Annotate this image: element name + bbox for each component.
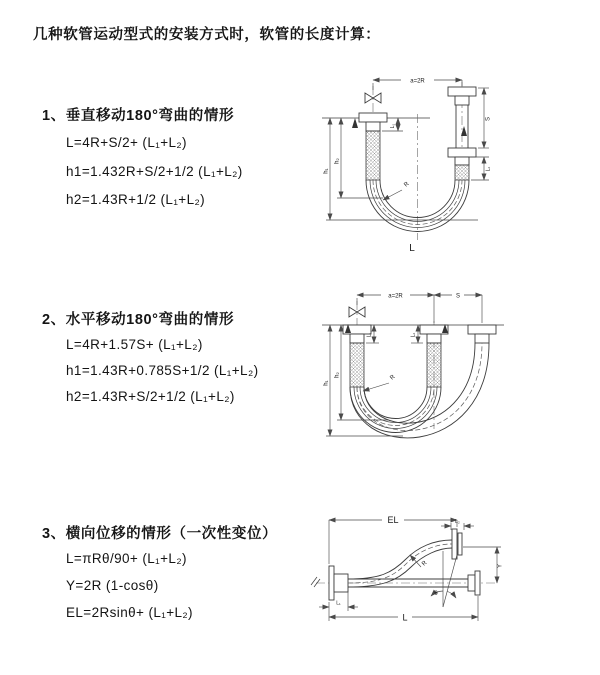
section-3-formula-L: L=πRθ/90+ (L₁+L₂) [66,551,187,566]
left-flange-fitting [359,113,387,131]
dimension-s [478,88,492,148]
diagram-horizontal-180-bend [308,281,598,476]
braided-hose-right-leg [455,165,469,180]
dimension-s [434,290,482,323]
dimension-l2 [471,157,492,180]
dim-label-s: S [455,293,461,300]
dimension-l [329,596,478,623]
motion-arrow-up-icon [352,118,358,128]
dimension-l1 [319,590,358,611]
section-2-formula-h2: h2=1.43R+S/2+1/2 (L₁+L₂) [66,389,235,404]
dim-label-l1: L₁ [336,600,341,607]
page-title: 几种软管运动型式的安装方式时，软管的长度计算： [33,27,381,43]
dim-label-l2: L₂ [410,332,417,338]
section-3-formula-Y: Y=2R (1-cosθ) [66,578,159,593]
right-flange-fitting [468,325,496,343]
braided-hose-left-leg [366,131,380,180]
diagram-lateral-displacement [300,503,600,653]
section-2-formula-h1: h1=1.43R+0.785S+1/2 (L₁+L₂) [66,363,259,378]
hose-displaced-position [348,540,452,587]
radius-label: R [389,374,397,382]
hose-u-bend-position-2 [350,343,489,438]
section-3-heading: 3、横向位移的情形（一次性变位） [42,526,278,542]
dimension-l2 [441,519,474,530]
dimension-a2r [357,290,434,323]
centerline-break-mark [311,577,320,587]
dim-label-l: L [402,612,408,623]
length-label: L [409,243,415,254]
radius-callout [383,181,411,200]
dim-label-l2: L₂ [455,519,460,525]
dim-label-h2: h₂ [334,372,341,378]
section-1-formula-h2: h2=1.43R+1/2 (L₁+L₂) [66,192,206,207]
section-1-formula-h1: h1=1.432R+S/2+1/2 (L₁+L₂) [66,164,243,179]
radius-label: R [421,560,429,568]
dim-label-l1: L₁ [366,332,373,338]
diagram-vertical-180-bend [308,66,593,266]
angle-label: θ [434,591,438,597]
dim-label-a2r: a=2R [388,293,403,300]
lower-right-flange-fitting [468,571,480,595]
dim-label-l2: L₂ [485,166,492,172]
dim-label-h1: h₁ [323,380,330,386]
dim-label-a2r: a=2R [410,78,425,85]
section-1-formula-L: L=4R+S/2+ (L₁+L₂) [66,135,187,150]
right-flange-fitting-lower [448,148,476,165]
radius-callout [363,374,397,391]
dim-label-l1: L₁ [390,123,396,129]
section-1-heading: 1、垂直移动180°弯曲的情形 [42,108,235,124]
motion-arrow-up-icon [461,126,467,136]
left-flange-fitting [329,566,348,600]
dimension-el [329,513,457,564]
braided-hose-left-leg [350,343,364,387]
dim-label-y: Y [497,563,504,569]
section-2-formula-L: L=4R+1.57S+ (L₁+L₂) [66,337,203,352]
dim-label-h1: h₁ [323,168,330,174]
braided-hose-mid-leg [427,343,441,387]
dim-label-el: EL [387,515,399,525]
dim-label-h2: h₂ [334,158,341,164]
right-flange-fitting-upper [448,87,476,105]
section-2-heading: 2、水平移动180°弯曲的情形 [42,312,235,328]
section-3-formula-EL: EL=2Rsinθ+ (L₁+L₂) [66,605,193,620]
radius-label: R [403,181,411,189]
dim-label-s: S [485,116,492,122]
